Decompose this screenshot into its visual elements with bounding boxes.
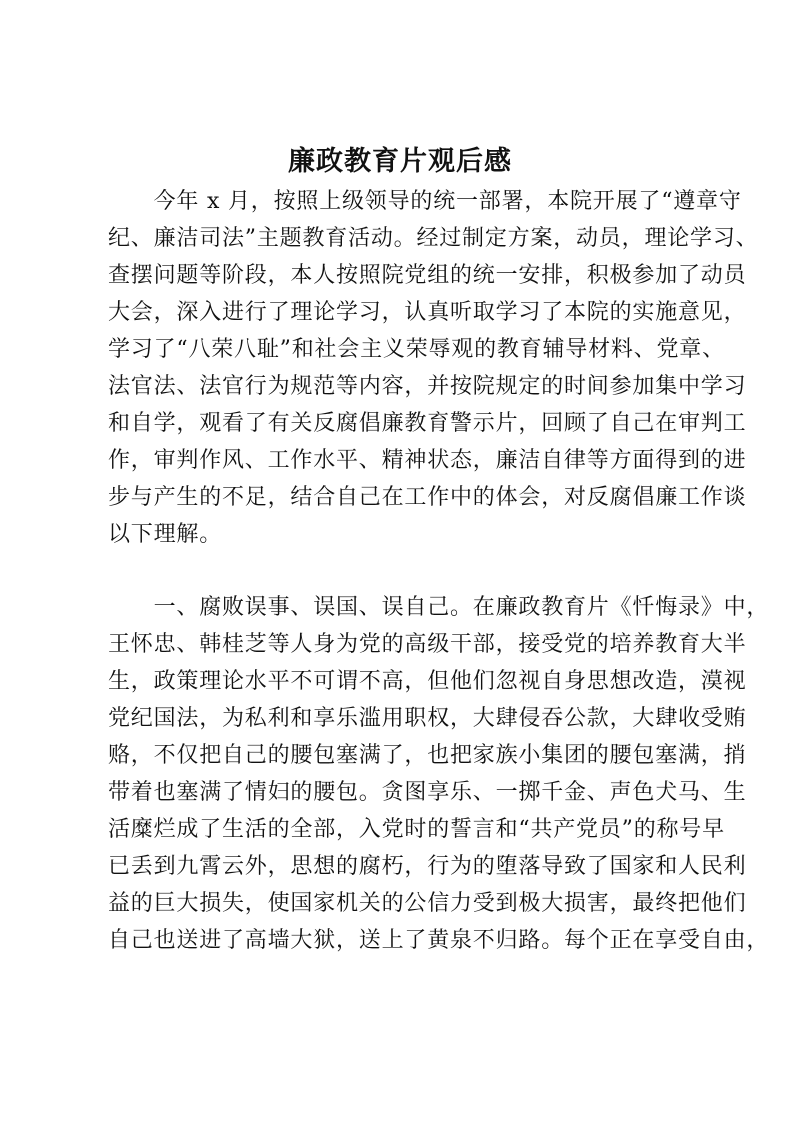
body-line: 已丢到九霄云外，思想的腐朽，行为的堕落导致了国家和人民利 [108, 854, 747, 879]
body-line: 益的巨大损失，使国家机关的公信力受到极大损害，最终把他们 [108, 891, 747, 916]
body-line: 法官法、法官行为规范等内容，并按院规定的时间参加集中学习 [108, 374, 747, 399]
body-line: 生，政策理论水平不可谓不高，但他们忽视自身思想改造，漠视 [108, 669, 747, 694]
body-line: 查摆问题等阶段，本人按照院党组的统一安排，积极参加了动员 [108, 263, 747, 288]
body-line: 王怀忠、韩桂芝等人身为党的高级干部，接受党的培养教育大半 [108, 632, 747, 657]
body-line: 一、腐败误事、误国、误自己。在廉政教育片《忏悔录》中， [108, 595, 770, 620]
body-line: 带着也塞满了情妇的腰包。贪图享乐、一掷千金、声色犬马、生 [108, 780, 747, 805]
body-line: 和自学，观看了有关反腐倡廉教育警示片，回顾了自己在审判工 [108, 411, 747, 436]
body-line: 以下理解。 [108, 522, 223, 547]
body-line: 党纪国法，为私利和享乐滥用职权，大肆侵吞公款，大肆收受贿 [108, 706, 747, 731]
body-line: 自己也送进了高墙大狱，送上了黄泉不归路。每个正在享受自由， [108, 928, 770, 953]
body-line: 活糜烂成了生活的全部，入党时的誓言和“共产党员”的称号早 [108, 817, 725, 842]
body-line: 今年 x 月，按照上级领导的统一部署，本院开展了“遵章守 [108, 189, 742, 214]
body-line: 学习了“八荣八耻”和社会主义荣辱观的教育辅导材料、党章、 [108, 337, 725, 362]
body-line: 步与产生的不足，结合自己在工作中的体会，对反腐倡廉工作谈 [108, 485, 747, 510]
document-title: 廉政教育片观后感 [288, 146, 512, 177]
body-line: 纪、廉洁司法”主题教育活动。经过制定方案，动员，理论学习、 [108, 226, 759, 251]
body-line: 赂，不仅把自己的腰包塞满了，也把家族小集团的腰包塞满，捎 [108, 743, 747, 768]
body-line: 作，审判作风、工作水平、精神状态，廉洁自律等方面得到的进 [108, 448, 747, 473]
body-line: 大会，深入进行了理论学习，认真听取学习了本院的实施意见， [108, 300, 747, 325]
